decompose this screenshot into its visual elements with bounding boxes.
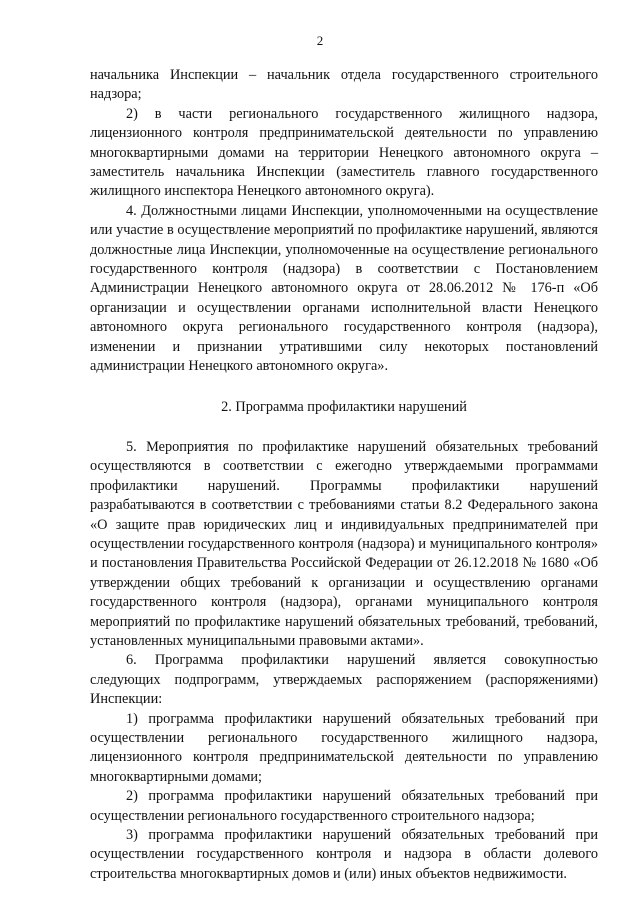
document-body <box>90 66 598 884</box>
paragraph-subprogram-3: 3) программа профилактики нарушений обязательных требований при осуществлении государственного контроля и надзора в области долевого строительства многоквартирных домов и (или) иных объектов недвижимости. <box>90 827 598 882</box>
section-heading: 2. Программа профилактики нарушений <box>221 398 467 415</box>
page-number: 2 <box>316 33 324 48</box>
paragraph-subprogram-2: 2) программа профилактики нарушений обязательных требований при осуществлении регионального государственного строительного надзора; <box>90 788 598 824</box>
paragraph-clause-6: 6. Программа профилактики нарушений является совокупностью следующих подпрограмм, утверждаемых распоряжением (распоряжениями) Инспекции: <box>90 652 598 708</box>
paragraph-clause-5: 5. Мероприятия по профилактике нарушений обязательных требований осуществляются в соответствии с ежегодно утверждаемыми программами профилактики нарушений. Программы профилактики нарушений разрабатываются в соответствии с требованиями статьи 8.2 Федерального закона «О защите прав юридических лиц и индивидуальных предпринимателей при осуществлении государственного контроля (надзора) и муниципального контроля» и постановления Правительства Российской Федерации от 26.12.2018 № 1680 «Об утверждении общих требований к организации и осуществлению органами государственного контроля (надзора), органами муниципального контроля мероприятий по профилактике нарушений обязательных требований, требований, установленных муниципальными правовыми актами». <box>90 438 598 649</box>
paragraph-item-2: 2) в части регионального государственного жилищного надзора, лицензионного контроля предпринимательской деятельности по управлению многоквартирными домами на территории Ненецкого автономного округа – заместитель начальника Инспекции (заместитель главного государственного жилищного инспектора Ненецкого автономного округа). <box>90 105 598 200</box>
paragraph-subprogram-1: 1) программа профилактики нарушений обязательных требований при осуществлении регионального государственного жилищного надзора, лицензионного контроля предпринимательской деятельности по управлению многоквартирными домами; <box>90 710 598 785</box>
paragraph-continuation: начальника Инспекции – начальник отдела государственного строительного надзора; <box>90 67 598 103</box>
paragraph-clause-4: 4. Должностными лицами Инспекции, уполномоченными на осуществление или участие в осуществление мероприятий по профилактике нарушений, являются должностные лица Инспекции, уполномоченные на осуществление регионального государственного контроля (надзора) в соответствии с Постановлением Администрации Ненецкого автономного округа от 28.06.2012 № 176-п «Об организации и осуществлении органами исполнительной власти Ненецкого автономного округа регионального государственного контроля (надзора), изменении и признании утратившими силу некоторых постановлений администрации Ненецкого автономного округа». <box>90 202 598 375</box>
